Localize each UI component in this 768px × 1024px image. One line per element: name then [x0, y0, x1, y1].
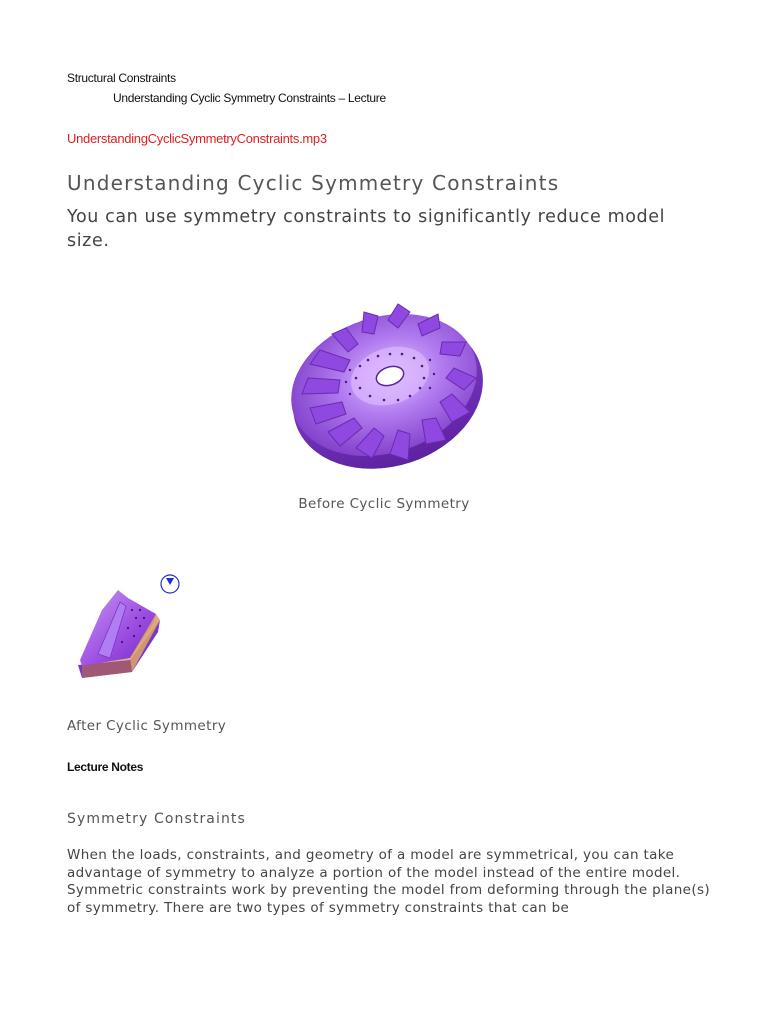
sector-model-image	[70, 570, 185, 700]
after-figure-caption: After Cyclic Symmetry	[67, 718, 227, 734]
body-paragraph: When the loads, constraints, and geometry of a model are symmetrical, you can take advantage of symmetry to analyze a portion of the model instead of the entire model. Symmetric constraints work by preventing the model from deforming through the plane(s) of symmetry. There are two types of symmetry constraints that can be	[67, 847, 710, 916]
section-heading: Symmetry Constraints	[67, 811, 246, 827]
breadcrumb-section[interactable]: Structural Constraints	[67, 71, 176, 85]
full-fan-model-image	[280, 290, 490, 475]
lecture-notes-label: Lecture Notes	[67, 760, 144, 774]
audio-file-link[interactable]: UnderstandingCyclicSymmetryConstraints.mp3	[67, 131, 327, 146]
intro-text: You can use symmetry constraints to significantly reduce model size.	[67, 207, 666, 251]
page-title: Understanding Cyclic Symmetry Constraints	[67, 171, 560, 195]
before-figure-caption: Before Cyclic Symmetry	[298, 496, 470, 512]
breadcrumb-lecture[interactable]: Understanding Cyclic Symmetry Constraints – Lecture	[113, 91, 386, 105]
